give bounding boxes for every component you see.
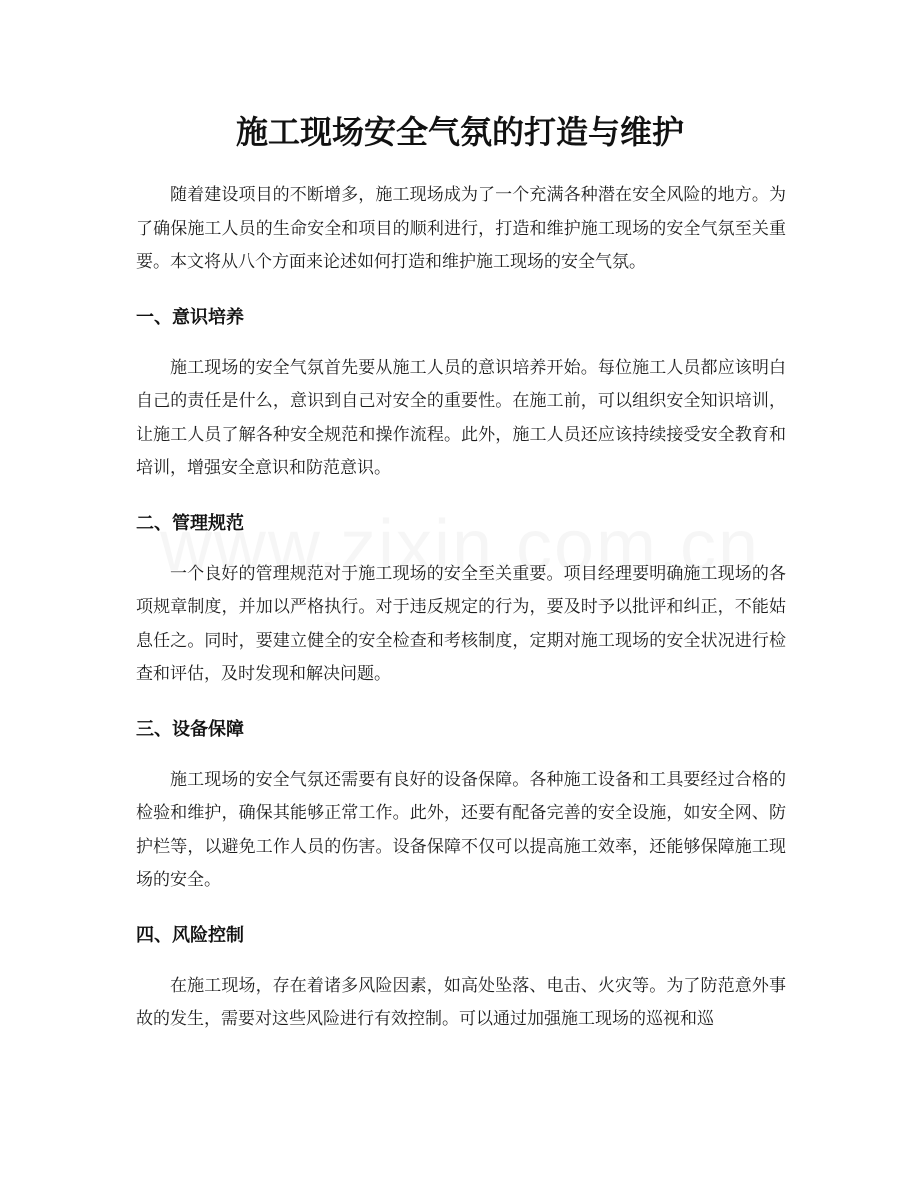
section-paragraph: 一个良好的管理规范对于施工现场的安全至关重要。项目经理要明确施工现场的各项规章制度，并加以严格执行。对于违反规定的行为，要及时予以批评和纠正，不能姑息任之。同时，要建立健全的安全检查和考核制度，定期对施工现场的安全状况进行检查和评估，及时发现和解决问题。 <box>136 563 786 684</box>
section-paragraph: 施工现场的安全气氛首先要从施工人员的意识培养开始。每位施工人员都应该明白自己的责任是什么，意识到自己对安全的重要性。在施工前，可以组织安全知识培训，让施工人员了解各种安全规范和操作流程。此外，施工人员还应该持续接受安全教育和培训，增强安全意识和防范意识。 <box>136 357 786 478</box>
section-heading: 一、意识培养 <box>136 306 244 328</box>
section-heading: 三、设备保障 <box>136 718 244 740</box>
section-paragraph: 在施工现场，存在着诸多风险因素，如高处坠落、电击、火灾等。为了防范意外事故的发生，需要对这些风险进行有效控制。可以通过加强施工现场的巡视和巡 <box>136 975 786 1029</box>
section-heading: 二、管理规范 <box>136 512 244 534</box>
document-title: 施工现场安全气氛的打造与维护 <box>235 113 684 151</box>
intro-paragraph: 随着建设项目的不断增多，施工现场成为了一个充满各种潜在安全风险的地方。为了确保施工人员的生命安全和项目的顺利进行，打造和维护施工现场的安全气氛至关重要。本文将从八个方面来论述如何打造和维护施工现场的安全气氛。 <box>136 185 786 272</box>
section-paragraph: 施工现场的安全气氛还需要有良好的设备保障。各种施工设备和工具要经过合格的检验和维护，确保其能够正常工作。此外，还要有配备完善的安全设施，如安全网、防护栏等，以避免工作人员的伤害。设备保障不仅可以提高施工效率，还能够保障施工现场的安全。 <box>136 769 786 890</box>
document-body <box>136 179 786 1037</box>
section-heading: 四、风险控制 <box>136 924 244 946</box>
